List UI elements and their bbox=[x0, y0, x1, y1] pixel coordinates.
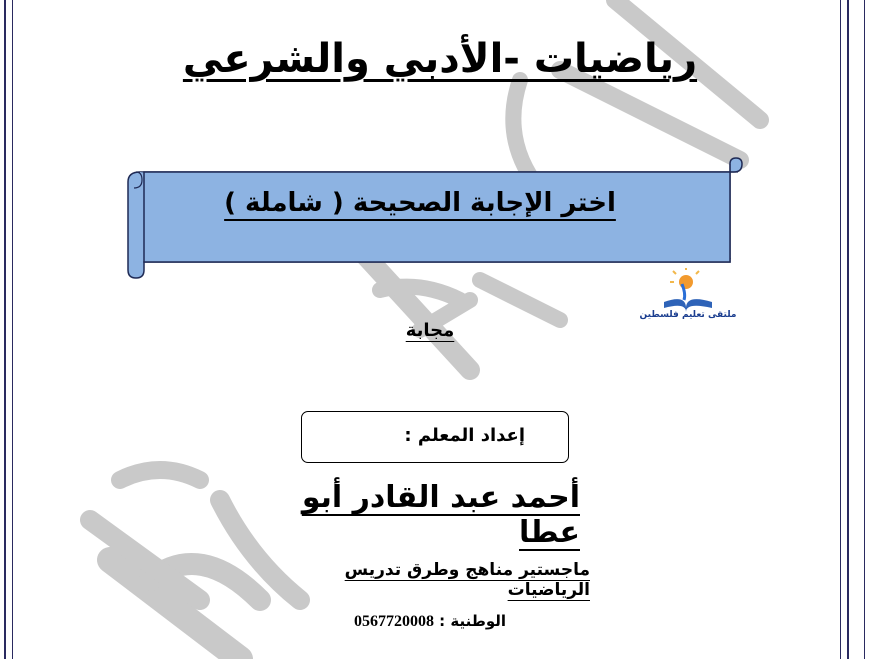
qualification: ماجستير مناهج وطرق تدريس الرياضيات bbox=[344, 560, 590, 600]
prepared-by-label: إعداد المعلم : bbox=[404, 425, 525, 446]
phone-label: الوطنية : bbox=[439, 612, 507, 630]
answered-status: مجابة bbox=[405, 320, 455, 341]
phone-number: 0567720008 bbox=[353, 613, 434, 630]
page-edge bbox=[864, 0, 865, 659]
banner-text: اختر الإجابة الصحيحة ( شاملة ) bbox=[224, 188, 616, 218]
phone-line bbox=[340, 612, 520, 631]
logo-caption: ملتقى تعليم فلسطين bbox=[639, 310, 737, 320]
page-title: رياضيات -الأدبي والشرعي bbox=[182, 36, 698, 82]
teacher-name: أحمد عبد القادر أبو عطا bbox=[301, 480, 580, 550]
